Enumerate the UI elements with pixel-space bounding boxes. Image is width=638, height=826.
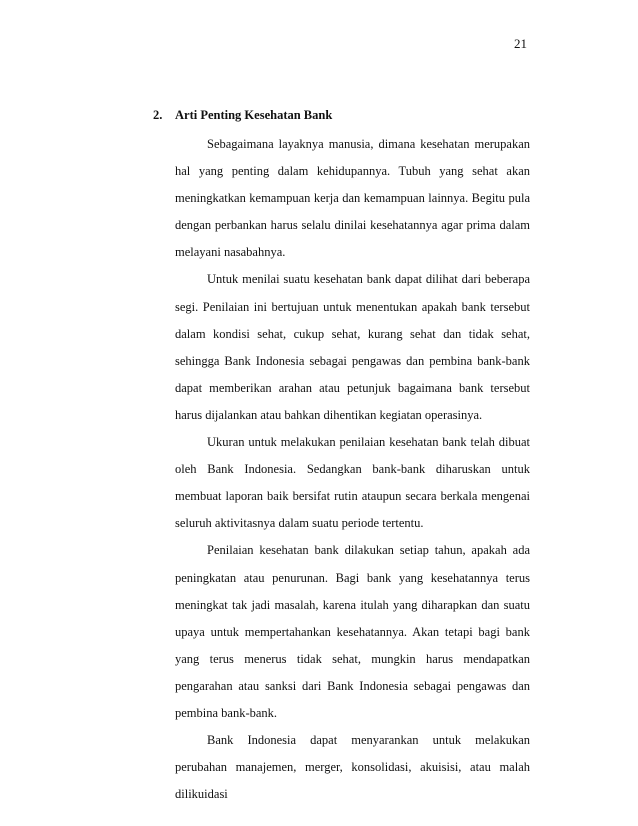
section-heading	[153, 108, 332, 123]
paragraph: Ukuran untuk melakukan penilaian kesehatan bank telah dibuat oleh Bank Indonesia. Sedangkan bank-bank diharuskan untuk membuat laporan baik bersifat rutin ataupun secara berkala mengenai seluruh aktivitasnya dalam suatu periode tertentu.	[175, 435, 530, 531]
paragraph: Bank Indonesia dapat menyarankan untuk melakukan perubahan manajemen, merger, konsolidasi, akuisisi, atau malah dilikuidasi	[175, 733, 530, 802]
paragraph: Penilaian kesehatan bank dilakukan setiap tahun, apakah ada peningkatan atau penurunan. Bagi bank yang kesehatannya terus meningkat tak jadi masalah, karena itulah yang diharapkan dan suatu upaya untuk mempertahankan kesehatannya. Akan tetapi bagi bank yang terus menerus tidak sehat, mungkin harus mendapatkan pengarahan atau sanksi dari Bank Indonesia sebagai pengawas dan pembina bank-bank.	[175, 543, 530, 720]
section-title: Arti Penting Kesehatan Bank	[175, 108, 333, 122]
page-number: 21	[514, 36, 527, 51]
paragraph: Untuk menilai suatu kesehatan bank dapat dilihat dari beberapa segi. Penilaian ini bertujuan untuk menentukan apakah bank tersebut dalam kondisi sehat, cukup sehat, kurang sehat dan tidak sehat, sehingga Bank Indonesia sebagai pengawas dan pembina bank-bank dapat memberikan arahan atau petunjuk bagaimana bank tersebut harus dijalankan atau bahkan dihentikan kegiatan operasinya.	[175, 272, 530, 422]
section-number: 2.	[153, 108, 163, 122]
body-text	[175, 131, 530, 808]
paragraph: Sebagaimana layaknya manusia, dimana kesehatan merupakan hal yang penting dalam kehidupannya. Tubuh yang sehat akan meningkatkan kemampuan kerja dan kemampuan lainnya. Begitu pula dengan perbankan harus selalu dinilai kesehatannya agar prima dalam melayani nasabahnya.	[175, 137, 530, 260]
